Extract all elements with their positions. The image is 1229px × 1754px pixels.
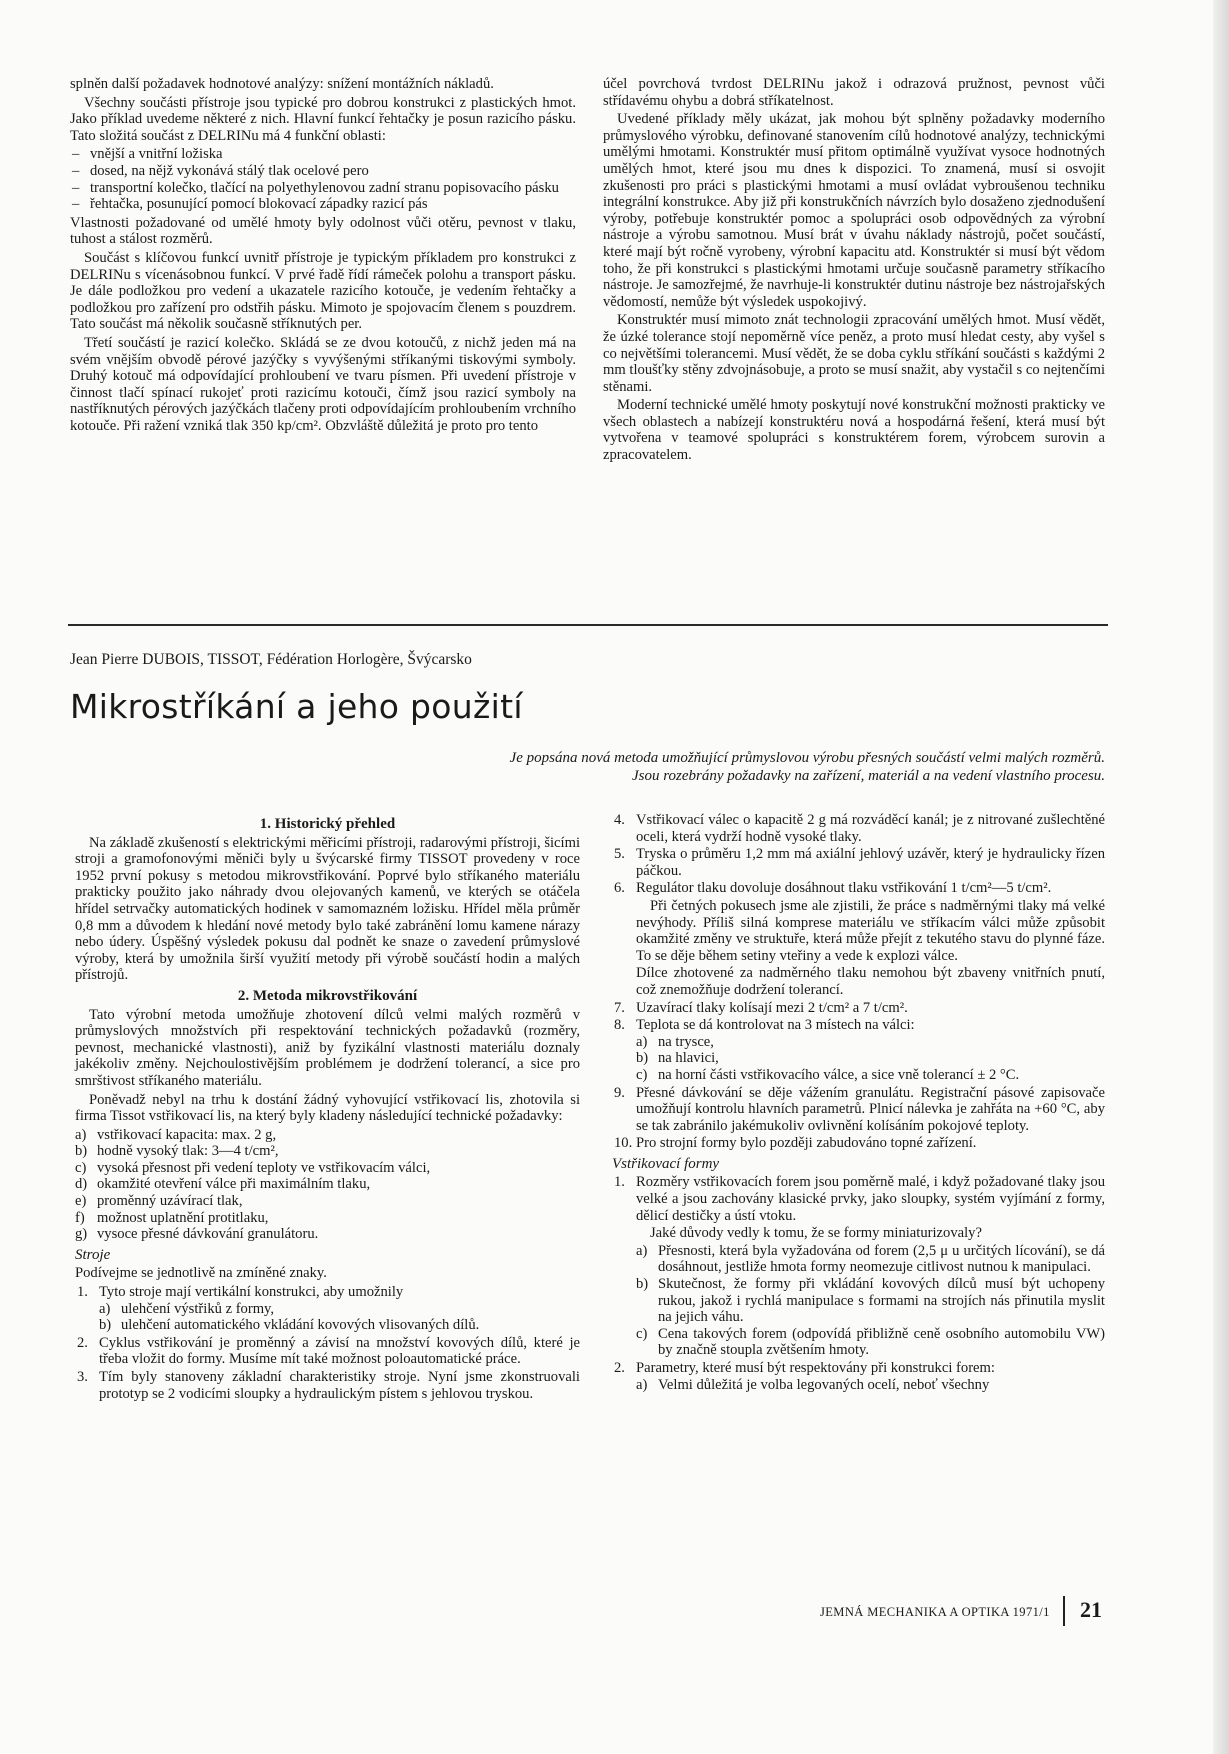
item-text: proměnný uzávírací tlak, (97, 1193, 243, 1210)
item-letter: a) (636, 1242, 648, 1259)
item-number: 6. (614, 880, 625, 897)
list-item (612, 1085, 1105, 1135)
molds-list (612, 1174, 1105, 1393)
item-letter: a) (99, 1300, 111, 1317)
list-item (636, 1276, 1105, 1326)
item-text: ulehčení automatického vkládání kovových vlisovaných dílů. (121, 1317, 480, 1334)
list-item (612, 1017, 1105, 1083)
author-byline: Jean Pierre DUBOIS, TISSOT, Fédération Horlogère, Švýcarsko (70, 651, 472, 668)
page-number: 21 (1080, 1597, 1102, 1622)
list-item (612, 812, 1105, 845)
item-text: Přesné dávkování se děje vážením granulátu. Registrační pásové zapisovače umožňují kontrolu hlavních parametrů. Plnicí nálevka je zahřáta na +60 °C, aby se tak zabránilo jakémukoliv ovlivnění kolísáním pokojové teploty. (636, 1084, 1105, 1134)
machine-list-continued (612, 812, 1105, 1152)
sub-list (636, 1377, 1105, 1394)
list-item (75, 1160, 580, 1177)
list-item (75, 1193, 580, 1210)
paragraph: Konstruktér musí mimoto znát technologii zpracování umělých hmot. Musí vědět, že úzké tolerance stojí nepoměrně více peněz, a proto musí hledat cesty, aby vyšel s co největšími tolerancemi. Musí vědět, že se doba cyklu stříkání součásti s každými 2 mm tloušťky stěny zdvojnásobuje, a proto se musí snažit, aby vystačil s co nejtenčími stěnami. (603, 312, 1105, 395)
item-text: možnost uplatnění protitlaku, (97, 1209, 269, 1226)
abstract-line: Je popsána nová metoda umožňující průmyslovou výrobu přesných součástí velmi malých rozměrů. (509, 750, 1105, 766)
footer-divider (1063, 1596, 1065, 1626)
item-text: Přesnosti, která byla vyžadována od forem (2,5 μ u určitých lícování), se dá dosáhnout, jestliže hmota formy neomezuje citlivost nutnou k manipulaci. (658, 1242, 1105, 1276)
list-item (75, 1176, 580, 1193)
subsection-heading: Vstřikovací formy (612, 1155, 720, 1172)
paragraph: účel povrchová tvrdost DELRINu jakož i odrazová pružnost, pevnost vůči střídavému ohybu a dobrá stříkatelnost. (603, 76, 1105, 109)
item-number: 2. (77, 1334, 88, 1351)
item-text: vysoce přesné dávkování granulátoru. (97, 1226, 319, 1243)
sub-list (636, 1034, 1105, 1084)
item-letter: a) (636, 1033, 648, 1050)
item-letter: c) (636, 1066, 648, 1083)
item-text: Tím byly stanoveny základní charakteristiky stroje. Nyní jsme zkonstruovali prototyp se 2 vodicími sloupky a hydraulickým pístem s jehlovou tryskou. (99, 1369, 580, 1402)
item-text: Velmi důležitá je volba legovaných ocelí, neboť všechny (658, 1376, 990, 1393)
bottom-left-column (75, 812, 580, 1404)
subsection-heading: Stroje (75, 1246, 111, 1263)
journal-footer: JEMNÁ MECHANIKA A OPTIKA 1971/1 (820, 1605, 1050, 1619)
item-letter: f) (75, 1209, 85, 1226)
item-letter: d) (75, 1176, 88, 1193)
list-item (636, 1067, 1105, 1084)
list-item (636, 1243, 1105, 1276)
paragraph: Tato výrobní metoda umožňuje zhotovení dílců velmi malých rozměrů v průmyslových množstvích při respektování technických požadavků (rozměry, pevnost, mechanické vlastnosti), aniž by fyzikální vlastnosti materiálu doznaly jakékoliv změny. Nejchoulostivějším problémem je dodržení tolerancí, a sice pro smrštivost stříkaného materiálu. (75, 1006, 580, 1089)
list-item: – transportní kolečko, tlačící na polyethylenovou zadní stranu popisovacího pásku (70, 180, 576, 197)
item-text: na hlavici, (658, 1050, 719, 1067)
list-paragraph: Dílce zhotovené za nadměrného tlaku nemohou být zbaveny vnitřních pnutí, což znemožňuje dodržení tolerancí. (636, 965, 1105, 998)
list-paragraph: Jaké důvody vedly k tomu, že se formy miniaturizovaly? (650, 1225, 982, 1242)
item-letter: e) (75, 1193, 87, 1210)
paragraph: splněn další požadavek hodnotové analýzy: snížení montážních nákladů. (70, 76, 494, 92)
abstract-line: Jsou rozebrány požadavky na zařízení, materiál a na vedení vlastního procesu. (632, 768, 1105, 784)
list-item: – dosed, na nějž vykonává stálý tlak ocelové pero (70, 163, 576, 180)
paragraph: Součást s klíčovou funkcí uvnitř přístroje je typickým příkladem pro konstrukci z DELRINu s vícenásobnou funkcí. V prvé řadě řídí rámeček polohu a transport pásku. Je dále podložkou pro vedení a ukazatele razicího kotouče, je vedením řehtačky a podložkou pro zařízení pro odstřih pásku. Mimoto je spojovacím členem s pouzdrem. Tato součást má několik současně stříknutých per. (70, 249, 576, 333)
item-text: vysoká přesnost při vedení teploty ve vstřikovacím válci, (97, 1159, 431, 1176)
item-number: 5. (614, 846, 625, 863)
item-text: Tyto stroje mají vertikální konstrukci, aby umožnily (99, 1284, 404, 1301)
item-text: hodně vysoký tlak: 3—4 t/cm², (97, 1143, 279, 1160)
list-paragraph: Při četných pokusech jsme ale zjistili, že práce s nadměrnými tlaky má velké nevýhody. Příliš silná komprese materiálu ve stříkacím válci může způsobit okamžité změny ve struktuře, která může přejít z tekutého stavu do plynné fáze. To se děje během setiny vteřiny a vede k explozi válce. (636, 897, 1105, 964)
item-number: 9. (614, 1084, 625, 1101)
item-text: Cena takových forem (odpovídá přibližně ceně osobního automobilu VW) by značně stoupla zvětšením hmoty. (658, 1325, 1105, 1359)
item-text: vstřikovací kapacita: max. 2 g, (97, 1126, 277, 1143)
list-item (636, 1326, 1105, 1359)
list-item (99, 1317, 580, 1334)
item-text: na trysce, (658, 1033, 714, 1050)
top-right-column (603, 76, 1105, 466)
section-heading: 1. Historický přehled (259, 816, 396, 832)
item-letter: g) (75, 1226, 88, 1243)
list-item (75, 1284, 580, 1334)
function-list (70, 146, 576, 212)
list-item (636, 1050, 1105, 1067)
item-text: Skutečnost, že formy při vkládání kovových dílců musí být uchopeny rukou, jakož i rychlá manipulace s formami na strojích nás přinutila myslit na jejich váhu. (658, 1276, 1105, 1326)
item-letter: b) (99, 1317, 112, 1334)
list-item (75, 1143, 580, 1160)
list-item (612, 1135, 1105, 1152)
paragraph: Třetí součástí je razicí kolečko. Skládá se ze dvou kotoučů, z nichž jeden má na svém vnějším obvodě pérové jazýčky s vyvýšenými stříkanými tiskovými symboly. Druhý kotouč má odpovídající prohloubení ve tvaru písmen. Při uvedení přístroje v činnost tlačí spínací rukojeť proti razicímu kotouči, čímž jsou razicí symboly na nastříknutých pérových jazýčkách tlačeny proti odpovídajícím prohloubením vrchního kotouče. Při ražení vzniká tlak 350 kp/cm². Obzvláště důležitá je proto pro tento (70, 334, 576, 434)
top-left-column (70, 76, 576, 436)
item-number: 1. (614, 1174, 625, 1191)
section-divider (68, 624, 1108, 626)
item-text: Vstřikovací válec o kapacitě 2 g má rozváděcí kanál; je z nitrované zušlechtěné oceli, která vydrží hodně vysoké tlaky. (636, 812, 1105, 845)
item-text: Cyklus vstřikování je proměnný a závisí na množství kovových dílů, které je třeba vložit do formy. Musíme mít také možnost poloautomatické práce. (99, 1334, 580, 1368)
list-item (612, 1000, 1105, 1017)
list-item (612, 1360, 1105, 1393)
list-item (612, 846, 1105, 879)
paragraph: Podívejme se jednotlivě na zmíněné znaky. (75, 1265, 327, 1282)
item-text: Parametry, které musí být respektovány při konstrukci forem: (636, 1360, 995, 1376)
item-text: na horní části vstřikovacího válce, a sice vně tolerancí ± 2 °C. (658, 1066, 1020, 1083)
bottom-right-column (612, 812, 1105, 1395)
item-letter: c) (636, 1325, 648, 1342)
list-item (75, 1335, 580, 1368)
item-number: 2. (614, 1360, 625, 1376)
paragraph: Vlastnosti požadované od umělé hmoty byly odolnost vůči otěru, pevnost v tlaku, tuhost a stálost rozměrů. (70, 214, 576, 248)
sub-list-container (612, 1243, 1105, 1359)
list-item (75, 1210, 580, 1227)
list-item (75, 1127, 580, 1144)
item-number: 10. (614, 1135, 633, 1152)
paragraph: Moderní technické umělé hmoty poskytují nové konstrukční možnosti prakticky ve všech oblastech a nabízejí konstruktéru nová a hospodárná řešení, která musí být vytvořena v teamové spolupráci s konstruktérem forem, výrobcem surovin a zpracovatelem. (603, 397, 1105, 464)
item-text: Teplota se dá kontrolovat na 3 místech na válci: (636, 1017, 915, 1034)
machine-list (75, 1284, 580, 1402)
item-text: ulehčení výstřiků z formy, (121, 1300, 275, 1317)
paragraph: Poněvadž nebyl na trhu k dostání žádný vyhovující vstřikovací lis, zhotovila si firma Tissot vstřikovací lis, na který byly kladeny následující technické požadavky: (75, 1091, 580, 1125)
abstract (330, 749, 1105, 785)
item-text: okamžité otevření válce při maximálním tlaku, (97, 1176, 371, 1193)
item-number: 8. (614, 1017, 625, 1034)
item-number: 4. (614, 812, 625, 828)
item-number: 1. (77, 1284, 88, 1301)
item-number: 7. (614, 999, 625, 1016)
paragraph: Uvedené příklady měly ukázat, jak mohou být splněny požadavky moderního průmyslového výrobku, definované stanovením cílů hodnotové analýzy, technickými umělými hmotami. Konstruktér musí přitom optimálně využívat vysoce hodnotných umělých hmot, které jsou mu dnes k dispozici. To znamená, musí si osvojit zkušenosti pro práci s plastickými hmotami a musí ovládat vybroušenou techniku integrální konstrukce. Aby již při konstrukčních návrzích bylo dosaženo zjednodušení výroby, potřebuje konstruktér pomoc a spolupráci osob odpovědných za výrobní nástroje a výrobu samotnou. Musí brát v úvahu náklady nástrojů, počet součástí, které mají být ročně vyrobeny, výrobní kapacitu atd. Konstruktér si musí být vědom toho, že při konstrukci s plastickými hmotami určuje současně parametry stříkacího nástroje. Je samozřejmé, že navrhuje-li konstruktér dutinu nástroje bez nástrojařských vědomostí, nemůže být výsledek uspokojivý. (603, 111, 1105, 310)
list-item (75, 1369, 580, 1402)
section-heading: 2. Metoda mikrovstřikování (237, 987, 418, 1004)
item-letter: c) (75, 1159, 87, 1176)
item-letter: b) (75, 1143, 88, 1160)
paragraph: Všechny součásti přístroje jsou typické pro dobrou konstrukci z plastických hmot. Jako příklad uvedeme některé z nich. Hlavní funkcí řehtačky je posun razicího pásku. Tato složitá součást z DELRINu má 4 funkční oblasti: (70, 94, 576, 144)
sub-list (636, 1243, 1105, 1359)
list-item (99, 1301, 580, 1318)
item-number: 3. (77, 1369, 88, 1385)
item-text: Rozměry vstřikovacích forem jsou poměrně malé, i když požadované tlaky jsou velké a jsou zachovány klasické prvky, jako sloupky, systém vyjímání z formy, dělicí destičky a ústí vtoku. (636, 1174, 1105, 1224)
sub-list (99, 1301, 580, 1334)
list-item: – vnější a vnitřní ložiska (70, 146, 576, 163)
article-title: Mikrostříkání a jeho použití (70, 687, 523, 726)
list-item: – řehtačka, posunující pomocí blokovací západky razicí pás (70, 196, 576, 213)
list-item (636, 1377, 1105, 1394)
page-edge-shadow (1213, 0, 1229, 1754)
item-letter: b) (636, 1276, 649, 1293)
item-text: Uzavírací tlaky kolísají mezi 2 t/cm² a 7 t/cm². (636, 999, 908, 1016)
list-item (612, 880, 1105, 897)
item-text: Tryska o průměru 1,2 mm má axiální jehlový uzávěr, který je hydraulicky řízen páčkou. (636, 846, 1105, 879)
item-letter: a) (75, 1126, 87, 1143)
item-letter: b) (636, 1050, 649, 1067)
paragraph: Na základě zkušeností s elektrickými měřicími přístroji, radarovými přístroji, šicími stroji a gramofonovými měniči byly u švýcarské firmy TISSOT provedeny v roce 1952 první pokusy s metodou mikrovstřikování. Poprvé bylo stříkaného materiálu prakticky použito jako náhrady dvou olejovaných kamenů, ve kterých se otáčela hřídel setrvačky automatických hodinek v samomazném ložisku. Hřídel měla průměr 0,8 mm a důvodem k hledání nové metody bylo také zabránění lomu kamene nárazy nebo údery. Úspěšný výsledek pokusu dal podnět ke snaze o zavedení průmyslové výroby, která by umožnila širší využití metody při výrobě součástí hodin a malých přístrojů. (75, 834, 580, 984)
requirements-list (75, 1127, 580, 1243)
list-item (75, 1226, 580, 1243)
item-text: Regulátor tlaku dovoluje dosáhnout tlaku vstřikování 1 t/cm²—5 t/cm². (636, 880, 1052, 897)
item-text: Pro strojní formy bylo později zabudováno topné zařízení. (636, 1135, 977, 1152)
list-item (612, 1174, 1105, 1224)
item-letter: a) (636, 1376, 648, 1393)
list-item (636, 1034, 1105, 1051)
